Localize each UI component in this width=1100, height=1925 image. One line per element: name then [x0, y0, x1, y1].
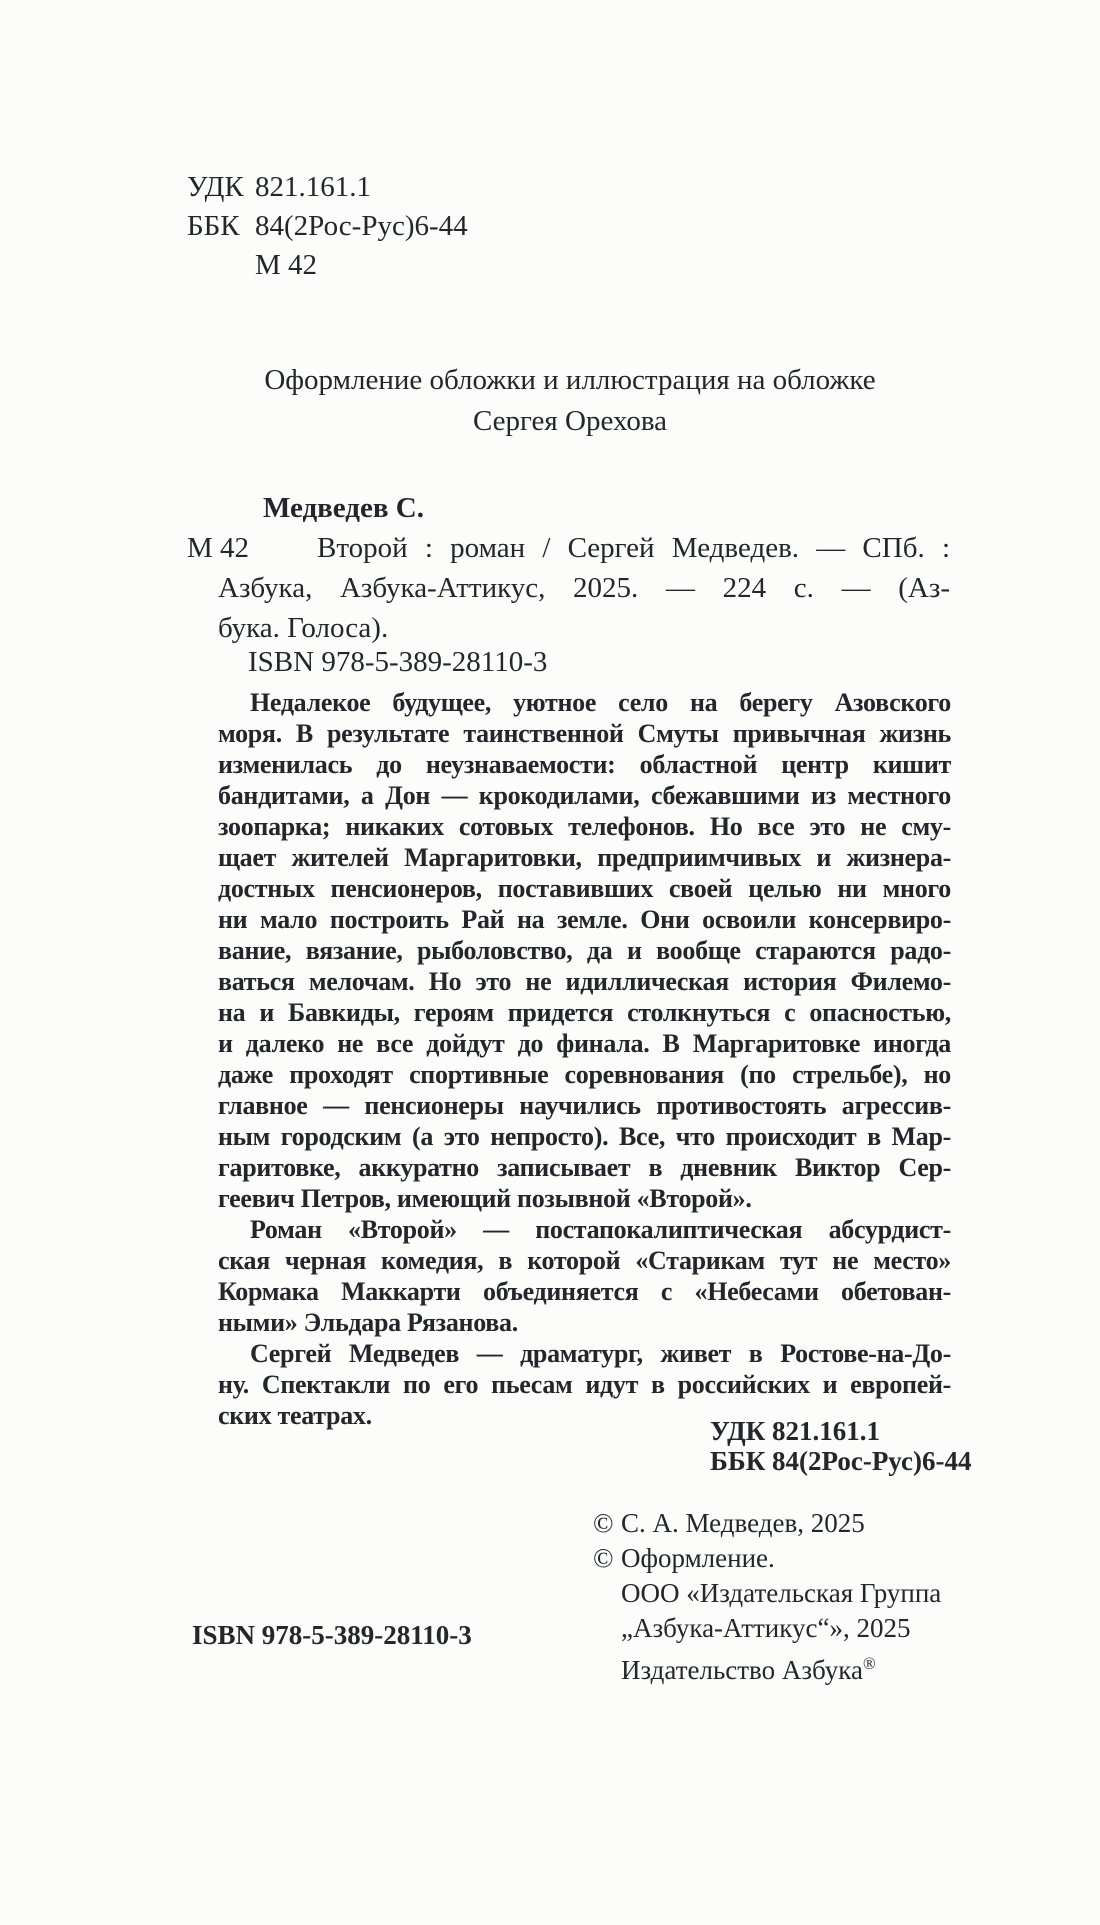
- isbn-bottom: ISBN 978-5-389-28110-3: [192, 1620, 472, 1650]
- text-line: ными» Эльдара Рязанова.: [218, 1308, 518, 1337]
- text-line: моря. В результате таинственной Смуты привычная жизнь: [218, 719, 951, 748]
- registered-mark: ®: [862, 1654, 876, 1673]
- text-line: Оформление обложки и иллюстрация на обложке: [264, 364, 876, 396]
- bibliographic-description: [218, 528, 950, 648]
- author-sign: М 42: [187, 532, 250, 564]
- text-line: Азбука, Азбука-Аттикус, 2025. — 224 с. — (Аз-: [218, 572, 950, 604]
- copyright-entry: [593, 1506, 941, 1541]
- annotation-text: [218, 687, 951, 1431]
- text-line: изменилась до неузнаваемости: областной центр кишит: [218, 750, 951, 779]
- text-line: вание, вязание, рыболовство, да и вообще стараются радо-: [218, 936, 951, 965]
- text-line: бандитами, а Дон — крокодилами, сбежавшими из местного: [218, 781, 951, 810]
- text-line: Сергей Медведев — драматург, живет в Ростове-на-До-: [250, 1339, 951, 1368]
- text-line: щает жителей Маргаритовки, предприимчивых и жизнера-: [218, 843, 951, 872]
- text-line: Кормака Маккарти объединяется с «Небесами обетован-: [218, 1277, 951, 1306]
- author-heading: Медведев С.: [263, 492, 424, 524]
- text-line: С. А. Медведев, 2025: [621, 1508, 865, 1538]
- text-line: и далеко не все дойдут до финала. В Маргаритовке иногда: [218, 1029, 951, 1058]
- classification-codes-top: [187, 168, 468, 285]
- text-line: ни мало построить Рай на земле. Они освоили консервиро-: [218, 905, 951, 934]
- text-line: даже проходят спортивные соревнования (по стрельбе), но: [218, 1060, 951, 1089]
- bbk-label: ББК: [187, 210, 240, 242]
- udk-label: УДК: [187, 171, 244, 203]
- isbn-catalog: ISBN 978-5-389-28110-3: [248, 646, 548, 678]
- copyright-block: [593, 1506, 941, 1688]
- text-line: Второй : роман / Сергей Медведев. — СПб. :: [317, 532, 950, 564]
- text-line: Издательство Азбука®: [621, 1654, 876, 1685]
- copyright-entry: [593, 1541, 941, 1688]
- udk-line: [187, 168, 468, 207]
- annotation-paragraph: [218, 1214, 951, 1338]
- text-line: зоопарка; никаких сотовых телефонов. Но все это не сму-: [218, 812, 951, 841]
- copyright-symbol: ©: [593, 1543, 614, 1573]
- text-line: геевич Петров, имеющий позывной «Второй».: [218, 1184, 752, 1213]
- text-line: достных пенсионеров, поставивших своей целью ни много: [218, 874, 951, 903]
- text-line: ООО «Издательская Группа: [621, 1578, 942, 1608]
- classification-codes-bottom: [710, 1416, 971, 1476]
- bbk-line: [187, 207, 468, 246]
- copyright-symbol: ©: [593, 1508, 614, 1538]
- text-line: УДК 821.161.1: [710, 1416, 880, 1446]
- cover-credit: [190, 360, 950, 442]
- text-line: Оформление.: [621, 1543, 775, 1573]
- text-line: главное — пенсионеры научились противостоять агрессив-: [218, 1091, 951, 1120]
- text-line: Недалекое будущее, уютное село на берегу Азовского: [250, 688, 951, 717]
- author-sign-top: М 42: [255, 249, 318, 281]
- text-line: Сергея Орехова: [472, 405, 668, 437]
- udk-value: 821.161.1: [255, 171, 371, 203]
- text-line: ББК 84(2Рос-Рус)6-44: [710, 1446, 972, 1476]
- text-line: ских театрах.: [218, 1401, 372, 1430]
- text-line: ну. Спектакли по его пьесам идут в российских и европей-: [218, 1370, 951, 1399]
- text-line: ным городским (а это непросто). Все, что происходит в Мар-: [218, 1122, 951, 1151]
- text-line: бука. Голоса).: [218, 612, 389, 644]
- text-line: ская черная комедия, в которой «Старикам тут не место»: [218, 1246, 951, 1275]
- text-line: ваться мелочам. Но это не идиллическая история Филемо-: [218, 967, 951, 996]
- text-line: „Азбука-Аттикус“», 2025: [621, 1613, 911, 1643]
- bbk-value: 84(2Рос-Рус)6-44: [255, 210, 468, 242]
- catalog-card: [187, 528, 950, 648]
- text-line: гаритовке, аккуратно записывает в дневник Виктор Сер-: [218, 1153, 951, 1182]
- text-line: на и Бавкиды, героям придется столкнуться с опасностью,: [218, 998, 951, 1027]
- text-line: Роман «Второй» — постапокалиптическая абсурдист-: [250, 1215, 951, 1244]
- annotation-paragraph: [218, 687, 951, 1214]
